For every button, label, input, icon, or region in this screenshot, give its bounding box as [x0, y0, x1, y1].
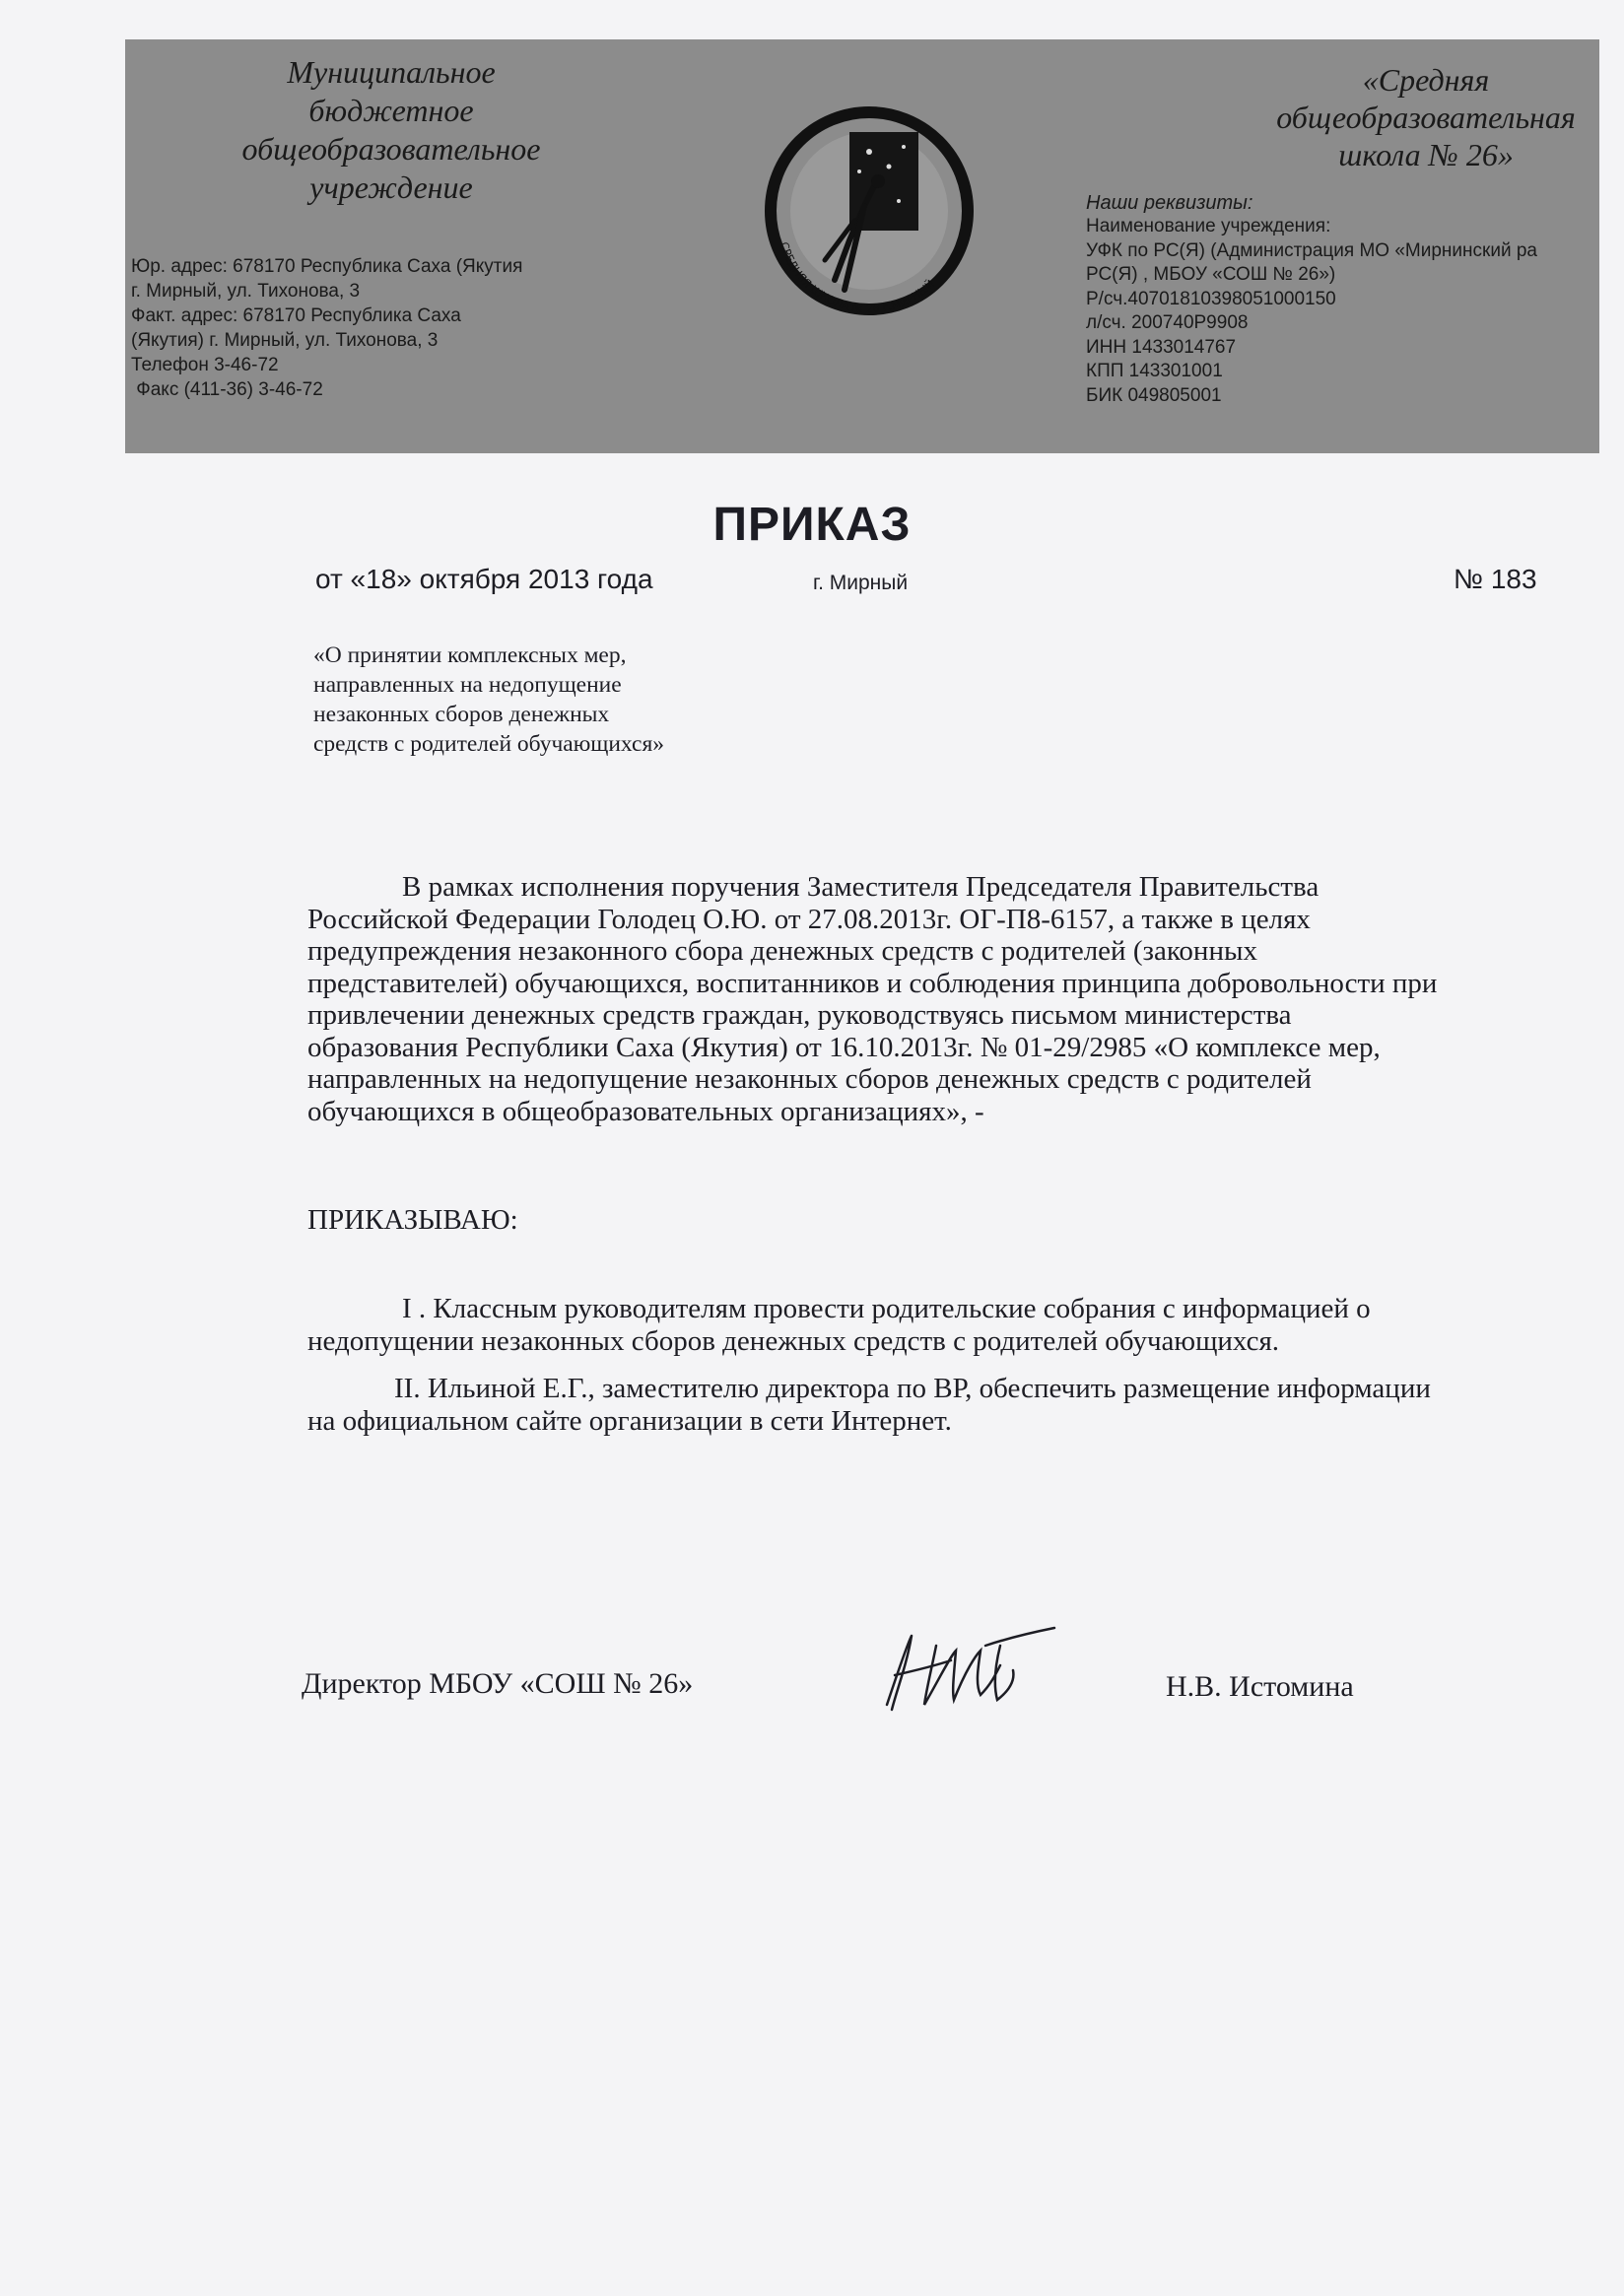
signature-icon: [867, 1616, 1064, 1724]
document-date: от «18» октября 2013 года: [315, 564, 653, 594]
order-item-1: I . Классным руководителям провести родительские собрания с информацией о недопущении незаконных сборов денежных средств с родителей обучающихся.: [307, 1293, 1371, 1357]
order-word: ПРИКАЗЫВАЮ:: [307, 1204, 518, 1236]
letterhead: [125, 39, 1599, 453]
organization-type: Муниципальное бюджетное общеобразовательное учреждение: [241, 54, 541, 205]
document-city: г. Мирный: [813, 572, 909, 594]
signatory-position: Директор МБОУ «СОШ № 26»: [302, 1667, 694, 1700]
requisites-heading: Наши реквизиты:: [1086, 192, 1253, 214]
school-name: «Средняя общеобразовательная школа № 26»: [1276, 62, 1576, 172]
document-number: № 183: [1454, 564, 1537, 594]
preamble-paragraph: В рамках исполнения поручения Заместителя Председателя Правительства Российской Федерации Голодец О.Ю. от 27.08.2013г. ОГ-П8-6157, а также в целях предупреждения незаконного сбора денежных средств с родителей (законных представителей) обучающихся, воспитанников и соблюдения принципа добровольности при привлечении денежных средств граждан, руководствуясь письмом министерства образования Республики Саха (Якутия) от 16.10.2013г. № 01-29/2985 «О комплексе мер, направленных на недопущение незаконных сборов денежных средств с родителей обучающихся в общеобразовательных организациях», -: [307, 871, 1438, 1127]
requisites-list: Наименование учреждения: УФК по РС(Я) (Администрация МО «Мирнинский ра РС(Я) , МБОУ «СОШ № 26») Р/сч.40701810398051000150 л/сч. 200740Р9908 ИНН 1433014767 КПП 143301001 БИК 049805001: [1086, 216, 1537, 406]
school-logo-icon: [756, 93, 982, 339]
signatory-name: Н.В. Истомина: [1166, 1670, 1354, 1703]
document-title: ПРИКАЗ: [712, 499, 912, 551]
document-subject: «О принятии комплексных мер, направленных на недопущение незаконных сборов денежных средств с родителей обучающихся»: [313, 642, 664, 757]
order-item-2: II. Ильиной Е.Г., заместителю директора по ВР, обеспечить размещение информации на официальном сайте организации в сети Интернет.: [307, 1373, 1431, 1437]
svg-text:СРЕДНЯЯ ШКОЛА № 26 г.МИРНЫЙ: СРЕДНЯЯ ШКОЛА № 26 г.МИРНЫЙ: [777, 240, 937, 316]
organization-address: Юр. адрес: 678170 Республика Саха (Якутия г. Мирный, ул. Тихонова, 3 Факт. адрес: 678170 Республика Саха (Якутия) г. Мирный, ул. Тихонова, 3 Телефон 3-46-72 Факс (411-36) 3-46-72: [131, 256, 523, 400]
